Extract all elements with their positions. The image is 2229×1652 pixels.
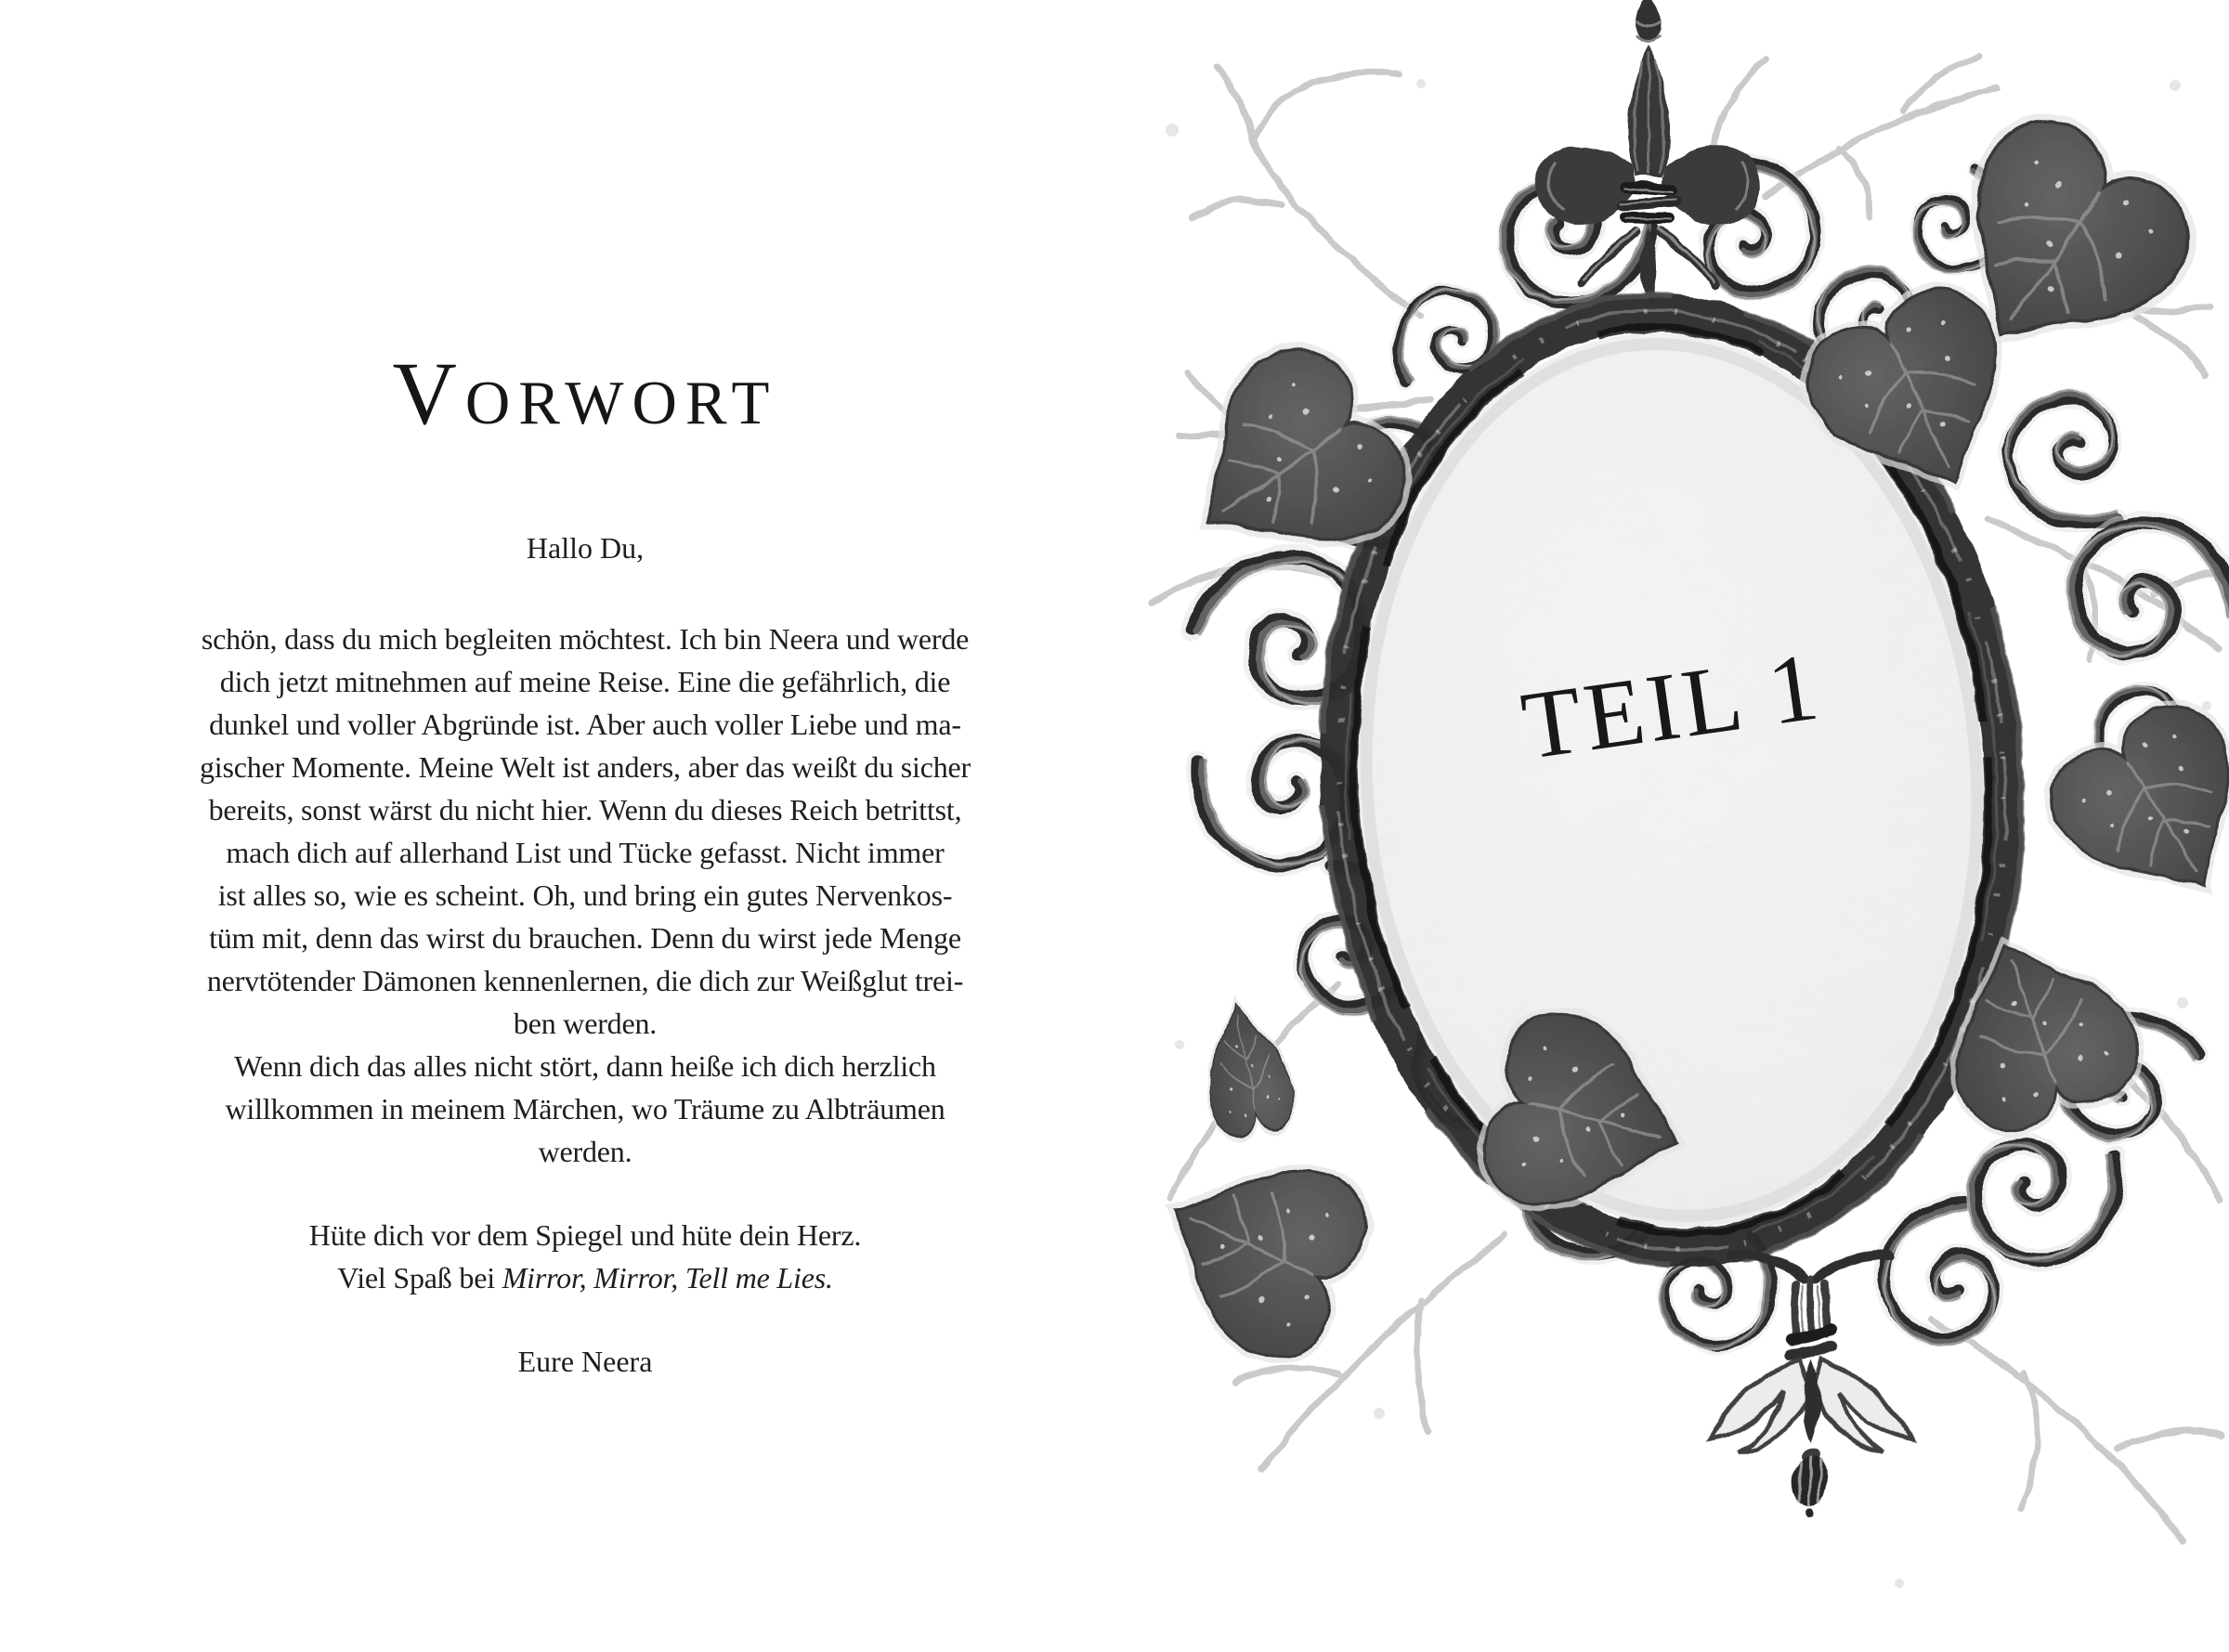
wish-line <box>337 1256 833 1299</box>
foreword-paragraph <box>200 618 971 1173</box>
paragraph-line: bereits, sonst wärst du nicht hier. Wenn du dieses Reich betrittst, <box>208 793 962 826</box>
wish-prefix: Viel Spaß bei <box>337 1261 502 1294</box>
part-title: TEIL 1 <box>1515 632 1829 780</box>
paragraph-line: dunkel und voller Abgründe ist. Aber auch voller Liebe und ma- <box>209 708 961 741</box>
paragraph-line: Wenn dich das alles nicht stört, dann heiße ich dich herzlich <box>234 1049 936 1083</box>
paragraph-line: tüm mit, denn das wirst du brauchen. Denn du wirst jede Menge <box>209 921 961 955</box>
heart-leaf <box>1133 1122 1383 1375</box>
paragraph-line: gischer Momente. Meine Welt ist anders, aber das weißt du sicher <box>199 750 971 784</box>
heart-leaf <box>2032 687 2229 935</box>
paragraph-line: werden. <box>538 1135 632 1168</box>
right-page <box>1114 0 2229 1652</box>
left-page <box>0 0 1114 1652</box>
paragraph-line: ist alles so, wie es scheint. Oh, und bring ein gutes Nervenkos- <box>217 878 953 912</box>
closing-warning-line: Hüte dich vor dem Spiegel und hüte dein Herz. <box>308 1218 862 1252</box>
signature: Eure Neera <box>517 1345 653 1378</box>
paragraph-line: mach dich auf allerhand List und Tücke gefasst. Nicht immer <box>226 836 945 869</box>
book-title: Mirror, Mirror, Tell me Lies. <box>502 1261 833 1294</box>
salutation: Hallo Du, <box>526 531 645 565</box>
paragraph-line: dich jetzt mitnehmen auf meine Reise. Eine die gefährlich, die <box>219 665 951 698</box>
paragraph-line: ben werden. <box>513 1007 658 1040</box>
heart-leaf <box>1195 996 1300 1141</box>
paragraph-line: nervtötender Dämonen kennenlernen, die dich zur Weißglut trei- <box>206 964 964 997</box>
foreword-text-column <box>102 0 1068 1383</box>
paragraph-line: willkommen in meinem Märchen, wo Träume zu Albträumen <box>225 1092 945 1125</box>
paragraph-line: schön, dass du mich begleiten möchtest. Ich bin Neera und werde <box>201 622 970 656</box>
closing-lines <box>309 1214 861 1299</box>
chapter-title: Vorwort <box>392 344 778 443</box>
ornate-mirror-illustration <box>1114 0 2229 1652</box>
